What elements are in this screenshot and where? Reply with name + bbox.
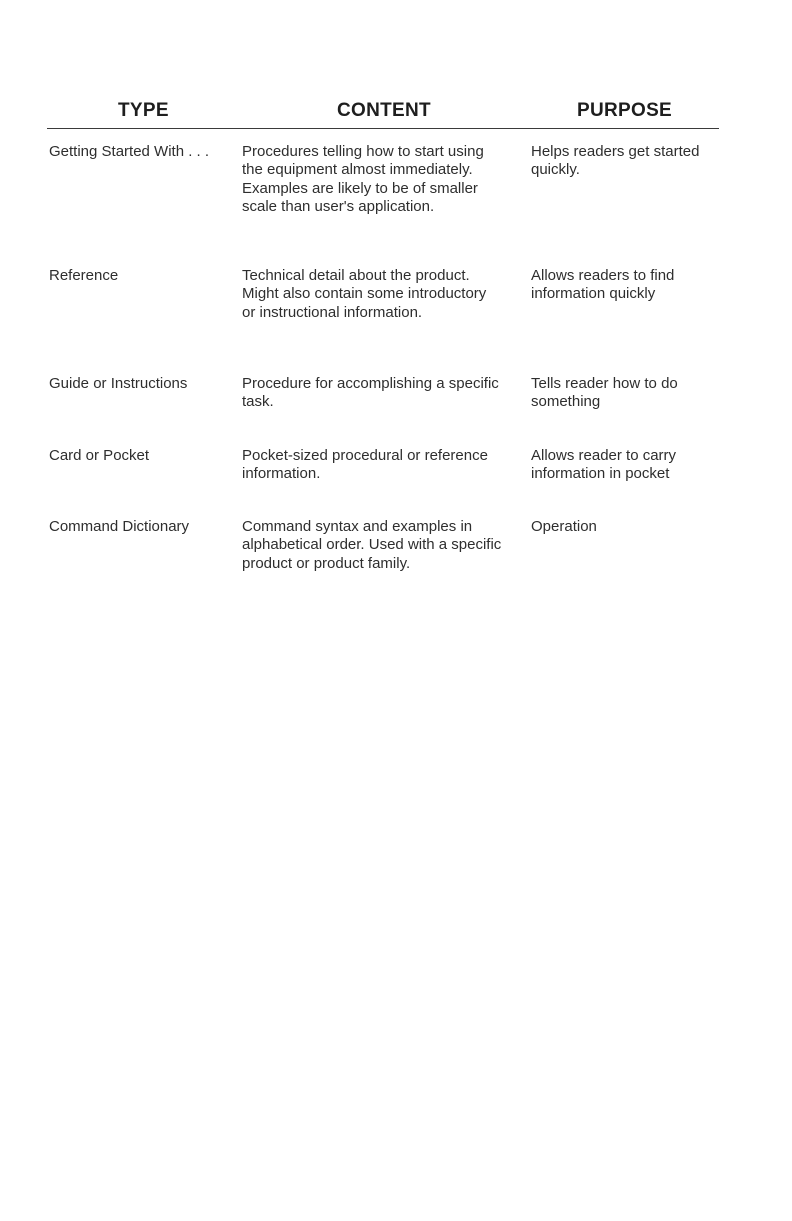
header-divider — [47, 128, 719, 129]
cell-type: Getting Started With . . . — [49, 143, 210, 160]
cell-purpose: Operation — [531, 518, 597, 535]
table-header — [0, 100, 792, 128]
cell-content: Pocket-sized procedural or reference information. — [242, 447, 488, 483]
cell-content: Command syntax and examples in alphabetical order. Used with a specific product or product family. — [242, 518, 502, 572]
cell-type: Card or Pocket — [49, 447, 150, 464]
cell-content: Technical detail about the product. Might also contain some introductory or instructional information. — [242, 267, 487, 321]
header-purpose: PURPOSE — [577, 100, 673, 121]
header-type: TYPE — [118, 100, 169, 121]
cell-purpose: Allows reader to carry information in pocket — [531, 447, 677, 483]
cell-content: Procedures telling how to start using the equipment almost immediately. Examples are likely to be of smaller scale than user's application. — [242, 143, 484, 215]
cell-purpose: Allows readers to find information quickly — [531, 267, 675, 303]
header-content: CONTENT — [337, 100, 431, 121]
cell-purpose: Tells reader how to do something — [531, 375, 678, 411]
cell-type: Reference — [49, 267, 119, 284]
cell-purpose: Helps readers get started quickly. — [531, 143, 700, 179]
cell-content: Procedure for accomplishing a specific task. — [242, 375, 499, 411]
cell-type: Command Dictionary — [49, 518, 190, 535]
cell-type: Guide or Instructions — [49, 375, 188, 392]
